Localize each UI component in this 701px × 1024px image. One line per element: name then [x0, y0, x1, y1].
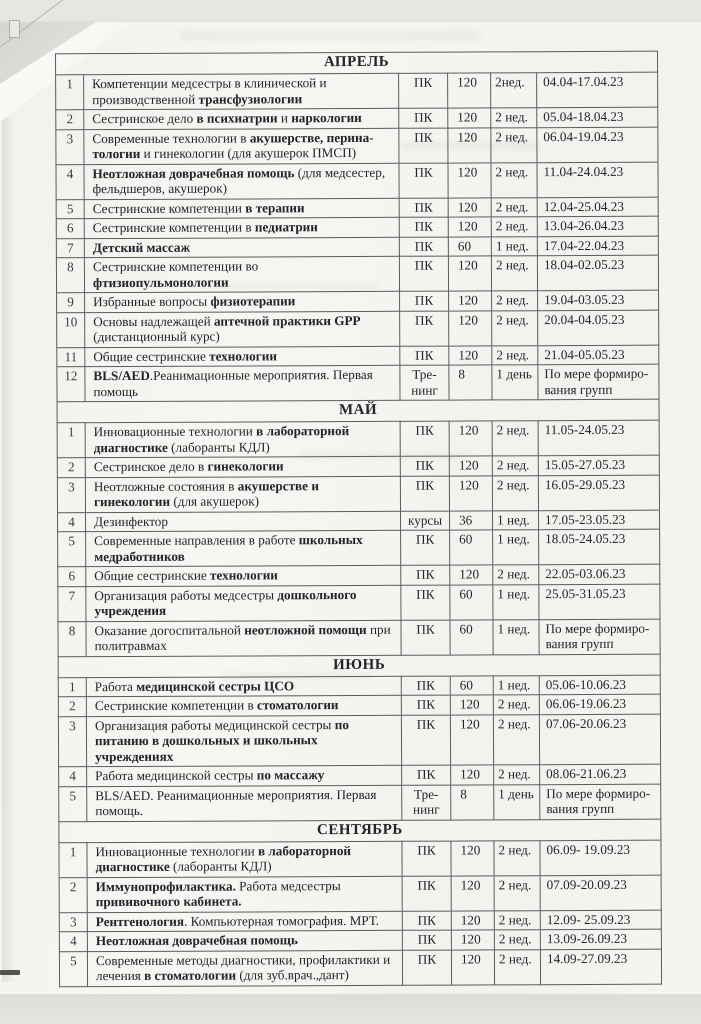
course-name: [87, 841, 402, 877]
course-dates: 17.05-23.05.23: [539, 510, 660, 530]
course-duration: 2 нед.: [492, 421, 538, 456]
course-dates: 07.09-20.09.23: [540, 875, 661, 911]
course-name-segment: физиотерапии: [210, 293, 296, 309]
table-row: [56, 127, 658, 165]
course-duration: 2 нед.: [492, 475, 538, 510]
course-type: ПК: [402, 765, 451, 785]
course-name-segment: (дистанционный курс): [93, 328, 220, 345]
course-name: [85, 311, 400, 347]
course-name-segment: педиатрии: [254, 219, 318, 235]
course-dates: 06.09- 19.09.23: [540, 840, 661, 876]
course-name-segment: трансфузиологии: [198, 90, 303, 107]
course-type: ПК: [401, 585, 450, 620]
table-row: [58, 619, 660, 657]
course-dates: 06.06-19.06.23: [539, 694, 660, 714]
section-title: АПРЕЛЬ: [56, 51, 658, 75]
course-dates: По мере формиро-вания групп: [538, 364, 659, 400]
course-type: ПК: [399, 237, 448, 257]
section-header-row: [56, 51, 658, 75]
course-type: Тре-нинг: [402, 785, 451, 820]
course-duration: 2 нед.: [491, 197, 537, 217]
row-number: 7: [58, 586, 86, 621]
course-schedule: [55, 51, 661, 987]
course-name-segment: . Компьютерная томография. МРТ.: [183, 912, 379, 929]
course-name-segment: Детский массаж: [92, 239, 191, 255]
course-name-segment: и: [277, 110, 292, 126]
course-name: [86, 715, 401, 767]
course-name-segment: Инновационные технологии: [93, 423, 257, 440]
course-type: ПК: [400, 456, 449, 476]
row-number: 2: [59, 877, 87, 912]
row-number: 2: [56, 110, 84, 130]
course-type: ПК: [401, 530, 450, 565]
course-name-segment: Рентгенология: [95, 913, 185, 929]
course-schedule-table: [55, 51, 662, 987]
course-name-segment: Оказание догоспитальной: [94, 621, 245, 638]
course-name-segment: Сестринские компетенции: [92, 199, 246, 216]
course-name-segment: прививочного кабинета.: [95, 893, 242, 910]
course-hours: 120: [451, 930, 494, 950]
course-name-segment: Современные направления в работе: [94, 532, 299, 549]
course-duration: 2 нед.: [493, 565, 539, 585]
course-name: [87, 876, 402, 912]
course-hours: 120: [448, 127, 491, 162]
course-duration: 1 нед.: [493, 530, 539, 565]
course-dates: 16.05-29.05.23: [538, 475, 659, 511]
course-type: ПК: [401, 676, 450, 696]
table-row: [58, 694, 660, 716]
course-name-segment: технологии: [209, 347, 277, 364]
course-name-segment: Сестринские компетенции в: [94, 697, 257, 714]
course-dates: 18.05-24.05.23: [539, 529, 660, 565]
course-hours: 120: [451, 765, 494, 785]
course-name-segment: медицинской сестры ЦСО: [136, 677, 295, 694]
table-row: [57, 364, 659, 402]
section-header-row: [59, 819, 661, 843]
course-name: [84, 73, 399, 109]
course-name: [86, 585, 401, 621]
row-number: 3: [59, 912, 87, 932]
course-type: ПК: [399, 198, 448, 218]
course-dates: 11.05-24.05.23: [538, 420, 659, 456]
course-hours: 120: [449, 421, 492, 456]
course-type: ПК: [402, 930, 451, 950]
row-number: 10: [57, 312, 85, 347]
table-row: [58, 510, 660, 532]
course-duration: 2 нед.: [494, 930, 540, 950]
course-name: [84, 198, 399, 219]
course-name-segment: Современные методы диагностики, профилактики и лечения: [95, 951, 391, 984]
scan-edge-mark: [0, 970, 20, 975]
course-name: [84, 217, 399, 238]
course-name-segment: аптечной практики GPP: [213, 312, 361, 329]
course-hours: 120: [451, 840, 494, 875]
course-name: [84, 128, 399, 164]
course-name-segment: гинекологии: [207, 458, 284, 474]
table-row: [57, 475, 659, 513]
row-number: 9: [57, 293, 85, 313]
course-name-segment: Сестринское дело: [92, 110, 197, 127]
course-hours: 60: [450, 675, 493, 695]
table-row: [56, 255, 658, 293]
course-dates: 13.09-26.09.23: [540, 929, 661, 949]
row-number: 3: [57, 477, 85, 512]
course-name-segment: (лаборанты КДЛ): [169, 858, 272, 874]
course-type: ПК: [399, 108, 448, 128]
table-row: [59, 764, 661, 786]
course-hours: 120: [448, 162, 491, 197]
document-page: [0, 22, 701, 994]
course-hours: 120: [448, 197, 491, 217]
course-hours: 120: [450, 714, 493, 765]
course-name-segment: акушерстве, перина-тологии: [92, 129, 374, 162]
course-type: ПК: [400, 421, 449, 456]
course-name: [87, 765, 402, 786]
course-type: ПК: [399, 128, 448, 163]
course-name: [86, 565, 401, 586]
course-duration: 2 нед.: [492, 456, 538, 476]
course-duration: 2 нед.: [494, 910, 540, 930]
row-number: 7: [56, 238, 84, 258]
row-number: 1: [59, 842, 87, 877]
course-dates: 08.06-21.06.23: [540, 764, 661, 784]
course-name: [87, 911, 402, 932]
course-name-segment: в стоматологии: [144, 967, 237, 983]
course-name-segment: в лабораторной диагностике: [95, 842, 352, 875]
course-hours: 60: [450, 584, 493, 619]
row-number: 6: [56, 219, 84, 239]
table-row: [57, 345, 659, 367]
course-name-segment: Общие сестринские: [94, 567, 211, 584]
course-type: ПК: [400, 291, 449, 311]
course-name: [86, 511, 401, 532]
course-duration: 2 нед.: [492, 310, 538, 345]
course-name-segment: (для акушерок): [169, 493, 260, 509]
section-header-row: [57, 399, 659, 423]
course-duration: 2 нед.: [492, 345, 538, 365]
course-hours: 120: [450, 695, 493, 715]
row-number: 8: [56, 258, 84, 293]
course-name: [86, 695, 401, 716]
course-duration: 2 нед.: [493, 714, 539, 765]
table-row: [58, 675, 660, 697]
course-name: [87, 950, 402, 986]
course-name-segment: Неотложная доврачебная помощь: [92, 164, 295, 181]
course-type: ПК: [400, 311, 449, 346]
table-row: [57, 290, 659, 312]
section-header-row: [58, 654, 660, 678]
row-number: 2: [57, 458, 85, 478]
row-number: 4: [59, 932, 87, 952]
row-number: 1: [56, 75, 84, 110]
course-name-segment: Сестринские компетенции в: [92, 219, 255, 236]
section-title: МАЙ: [57, 399, 659, 423]
table-row: [56, 197, 658, 219]
course-hours: 8: [451, 784, 494, 819]
course-type: ПК: [399, 217, 448, 237]
course-name: [87, 785, 402, 821]
course-name-segment: Иммунопрофилактика.: [95, 878, 236, 894]
table-row: [59, 929, 661, 951]
course-duration: 2 нед.: [491, 108, 537, 128]
course-duration: 2 нед.: [492, 291, 538, 311]
scan-edge-streak: [2, 82, 16, 982]
course-name-segment: (лаборанты КДЛ): [167, 438, 270, 455]
row-number: 4: [58, 512, 86, 532]
table-row: [58, 564, 660, 586]
course-dates: 15.05-27.05.23: [538, 455, 659, 475]
course-hours: 60: [450, 530, 493, 565]
section-title: ИЮНЬ: [58, 654, 660, 678]
course-dates: По мере формиро-вания групп: [539, 619, 660, 655]
course-name-segment: Неотложная доврачебная помощь: [95, 932, 298, 949]
course-type: курсы: [401, 511, 450, 531]
course-name-segment: Организация работы медицинской сестры: [94, 716, 335, 733]
course-hours: 120: [449, 456, 492, 476]
course-duration: 2 нед.: [493, 695, 539, 715]
course-name-segment: Компетенции медсестры в клинической и производственной: [92, 75, 327, 107]
course-name: [85, 421, 400, 457]
course-name-segment: технологии: [209, 567, 278, 583]
row-number: 1: [58, 677, 86, 697]
row-number: 12: [57, 367, 85, 402]
section-title: СЕНТЯБРЬ: [59, 819, 661, 843]
course-name-segment: школьных медработников: [94, 531, 363, 564]
course-dates: 11.04-24.04.23: [537, 162, 658, 198]
course-name: [86, 620, 401, 656]
course-name-segment: по массажу: [256, 767, 325, 783]
course-name: [84, 237, 399, 258]
course-dates: 06.04-19.04.23: [537, 127, 658, 163]
course-duration: 2 нед.: [491, 162, 537, 197]
course-duration: 1 нед.: [493, 510, 539, 530]
course-hours: 120: [450, 565, 493, 585]
row-number: 5: [58, 532, 86, 567]
course-dates: 19.04-03.05.23: [538, 290, 659, 310]
course-type: ПК: [400, 346, 449, 366]
course-name: [85, 365, 400, 401]
course-duration: 2 нед.: [491, 127, 537, 162]
course-dates: 25.05-31.05.23: [539, 584, 660, 620]
course-name-segment: стоматологии: [256, 697, 339, 713]
course-name: [85, 346, 400, 367]
course-name-segment: (для медсестер, фельдшеров, акушерок): [92, 164, 386, 197]
course-hours: 120: [449, 475, 492, 510]
course-type: ПК: [401, 565, 450, 585]
table-row: [58, 529, 660, 567]
course-hours: 60: [450, 619, 493, 654]
course-hours: 120: [451, 949, 494, 984]
table-row: [59, 949, 661, 987]
table-row: [56, 107, 658, 129]
bleed-through-artifact: [180, 30, 480, 40]
course-type: ПК: [399, 256, 448, 291]
table-row: [59, 910, 661, 932]
course-name: [84, 163, 399, 199]
table-row: [56, 216, 658, 238]
row-number: 11: [57, 347, 85, 367]
course-dates: 20.04-04.05.23: [538, 310, 659, 346]
table-row: [56, 72, 658, 110]
course-type: Тре-нинг: [400, 365, 449, 400]
row-number: 5: [59, 951, 87, 986]
course-duration: 2 нед.: [494, 765, 540, 785]
course-name: [86, 676, 401, 697]
course-hours: 120: [451, 910, 494, 930]
course-dates: 12.09- 25.09.23: [540, 910, 661, 930]
course-name-segment: Общие сестринские: [93, 348, 210, 364]
course-name-segment: дошкольного учреждения: [94, 586, 357, 619]
course-duration: 1 нед.: [493, 584, 539, 619]
course-duration: 2нед.: [491, 73, 537, 108]
course-type: ПК: [401, 695, 450, 715]
table-row: [58, 714, 660, 767]
course-type: ПК: [402, 950, 451, 985]
row-number: 4: [59, 767, 87, 787]
course-hours: 120: [449, 291, 492, 311]
course-name: [84, 108, 399, 129]
row-number: 6: [58, 567, 86, 587]
course-hours: 120: [448, 256, 491, 291]
course-name: [86, 530, 401, 566]
course-type: ПК: [401, 715, 450, 766]
course-name: [85, 456, 400, 477]
course-name-segment: по питанию в дошкольных и школьных учреждениях: [94, 716, 349, 764]
course-name-segment: Работа медсестры: [235, 877, 341, 894]
course-name-segment: Дезинфектор: [94, 513, 168, 529]
course-name-segment: наркологии: [291, 109, 362, 126]
row-number: 5: [59, 786, 87, 821]
course-name-segment: Современные технологии в: [92, 129, 250, 146]
course-dates: 17.04-22.04.23: [537, 236, 658, 256]
row-number: 5: [56, 199, 84, 219]
course-dates: 04.04-17.04.23: [537, 72, 658, 108]
course-name-segment: BLS/AED. Реанимационные мероприятия. Первая помощь.: [95, 786, 377, 819]
course-name-segment: в лабораторной диагностике: [93, 423, 350, 455]
course-duration: 1 нед.: [493, 675, 539, 695]
table-row: [57, 420, 659, 458]
course-duration: 1 день: [492, 365, 538, 400]
course-dates: 12.04-25.04.23: [537, 197, 658, 217]
course-type: ПК: [402, 841, 451, 876]
course-duration: 2 нед.: [491, 217, 537, 237]
row-number: 4: [56, 164, 84, 199]
course-type: ПК: [401, 620, 450, 655]
course-name-segment: Работа: [94, 678, 137, 694]
course-dates: 07.06-20.06.23: [539, 714, 660, 765]
course-dates: 18.04-02.05.23: [537, 255, 658, 291]
course-duration: 1 нед.: [491, 236, 537, 256]
course-type: ПК: [400, 476, 449, 511]
course-duration: 2 нед.: [494, 949, 540, 984]
course-name-segment: Организация работы медсестры: [94, 586, 278, 603]
table-row: [59, 840, 661, 878]
course-name-segment: (для зуб.врач.,дант): [236, 967, 349, 983]
course-name-segment: в терапии: [245, 199, 305, 215]
course-dates: 13.04-26.04.23: [537, 216, 658, 236]
scanner-bottom-band: [0, 994, 701, 1024]
course-dates: 05.04-18.04.23: [537, 107, 658, 127]
course-hours: 120: [448, 73, 491, 108]
course-dates: По мере формиро-вания групп: [540, 784, 661, 820]
table-row: [59, 875, 661, 913]
course-hours: 120: [451, 875, 494, 910]
table-row: [57, 455, 659, 477]
course-hours: 120: [448, 108, 491, 128]
course-name-segment: фтизиопульмонологии: [92, 274, 229, 290]
course-type: ПК: [402, 911, 451, 931]
course-name-segment: акушерстве и гинекологии: [93, 477, 319, 510]
course-name-segment: и гинекологии (для акушерок ПМСП): [140, 145, 357, 161]
course-hours: 120: [448, 217, 491, 237]
course-name-segment: BLS/AED: [93, 367, 150, 384]
row-number: 3: [58, 716, 86, 767]
course-hours: 8: [449, 365, 492, 400]
course-duration: 2 нед.: [491, 256, 537, 291]
course-hours: 36: [450, 510, 493, 530]
course-name-segment: в психиатрии: [196, 110, 278, 126]
course-name-segment: Основы надлежащей: [93, 313, 215, 329]
course-dates: 21.04-05.05.23: [538, 345, 659, 365]
course-name: [87, 930, 402, 951]
course-type: ПК: [399, 73, 448, 108]
course-hours: 120: [449, 310, 492, 345]
course-hours: 60: [448, 236, 491, 256]
course-dates: 14.09-27.09.23: [540, 949, 661, 985]
course-duration: 1 день: [494, 784, 540, 819]
row-number: 1: [57, 423, 85, 458]
row-number: 2: [58, 697, 86, 717]
course-name-segment: Инновационные технологии: [95, 842, 258, 859]
course-name-segment: Работа медицинской сестры: [95, 767, 257, 784]
course-duration: 2 нед.: [494, 840, 540, 875]
course-name-segment: Избранные вопросы: [93, 293, 211, 310]
table-row: [56, 162, 658, 200]
course-name-segment: неотложной помощи: [244, 621, 367, 637]
table-row: [57, 310, 659, 348]
course-duration: 2 нед.: [494, 875, 540, 910]
course-name-segment: при политравмах: [94, 621, 391, 654]
course-name: [84, 256, 399, 292]
course-dates: 05.06-10.06.23: [539, 675, 660, 695]
course-name-segment: Сестринское дело в: [93, 458, 208, 475]
course-name-segment: Неотложные состояния в: [93, 478, 238, 494]
course-name-segment: .Реанимационные мероприятия. Первая помощь: [93, 366, 373, 399]
row-number: 3: [56, 129, 84, 164]
table-row: [56, 236, 658, 258]
course-type: ПК: [402, 876, 451, 911]
table-row: [59, 784, 661, 822]
course-name: [85, 291, 400, 312]
course-duration: 1 нед.: [493, 619, 539, 654]
course-type: ПК: [399, 163, 448, 198]
row-number: 8: [58, 621, 86, 656]
course-name-segment: Сестринские компетенции во: [92, 258, 259, 275]
scan-corner-mark: [9, 20, 20, 38]
course-name: [85, 476, 400, 512]
course-dates: 22.05-03.06.23: [539, 564, 660, 584]
table-row: [58, 584, 660, 622]
course-hours: 120: [449, 345, 492, 365]
